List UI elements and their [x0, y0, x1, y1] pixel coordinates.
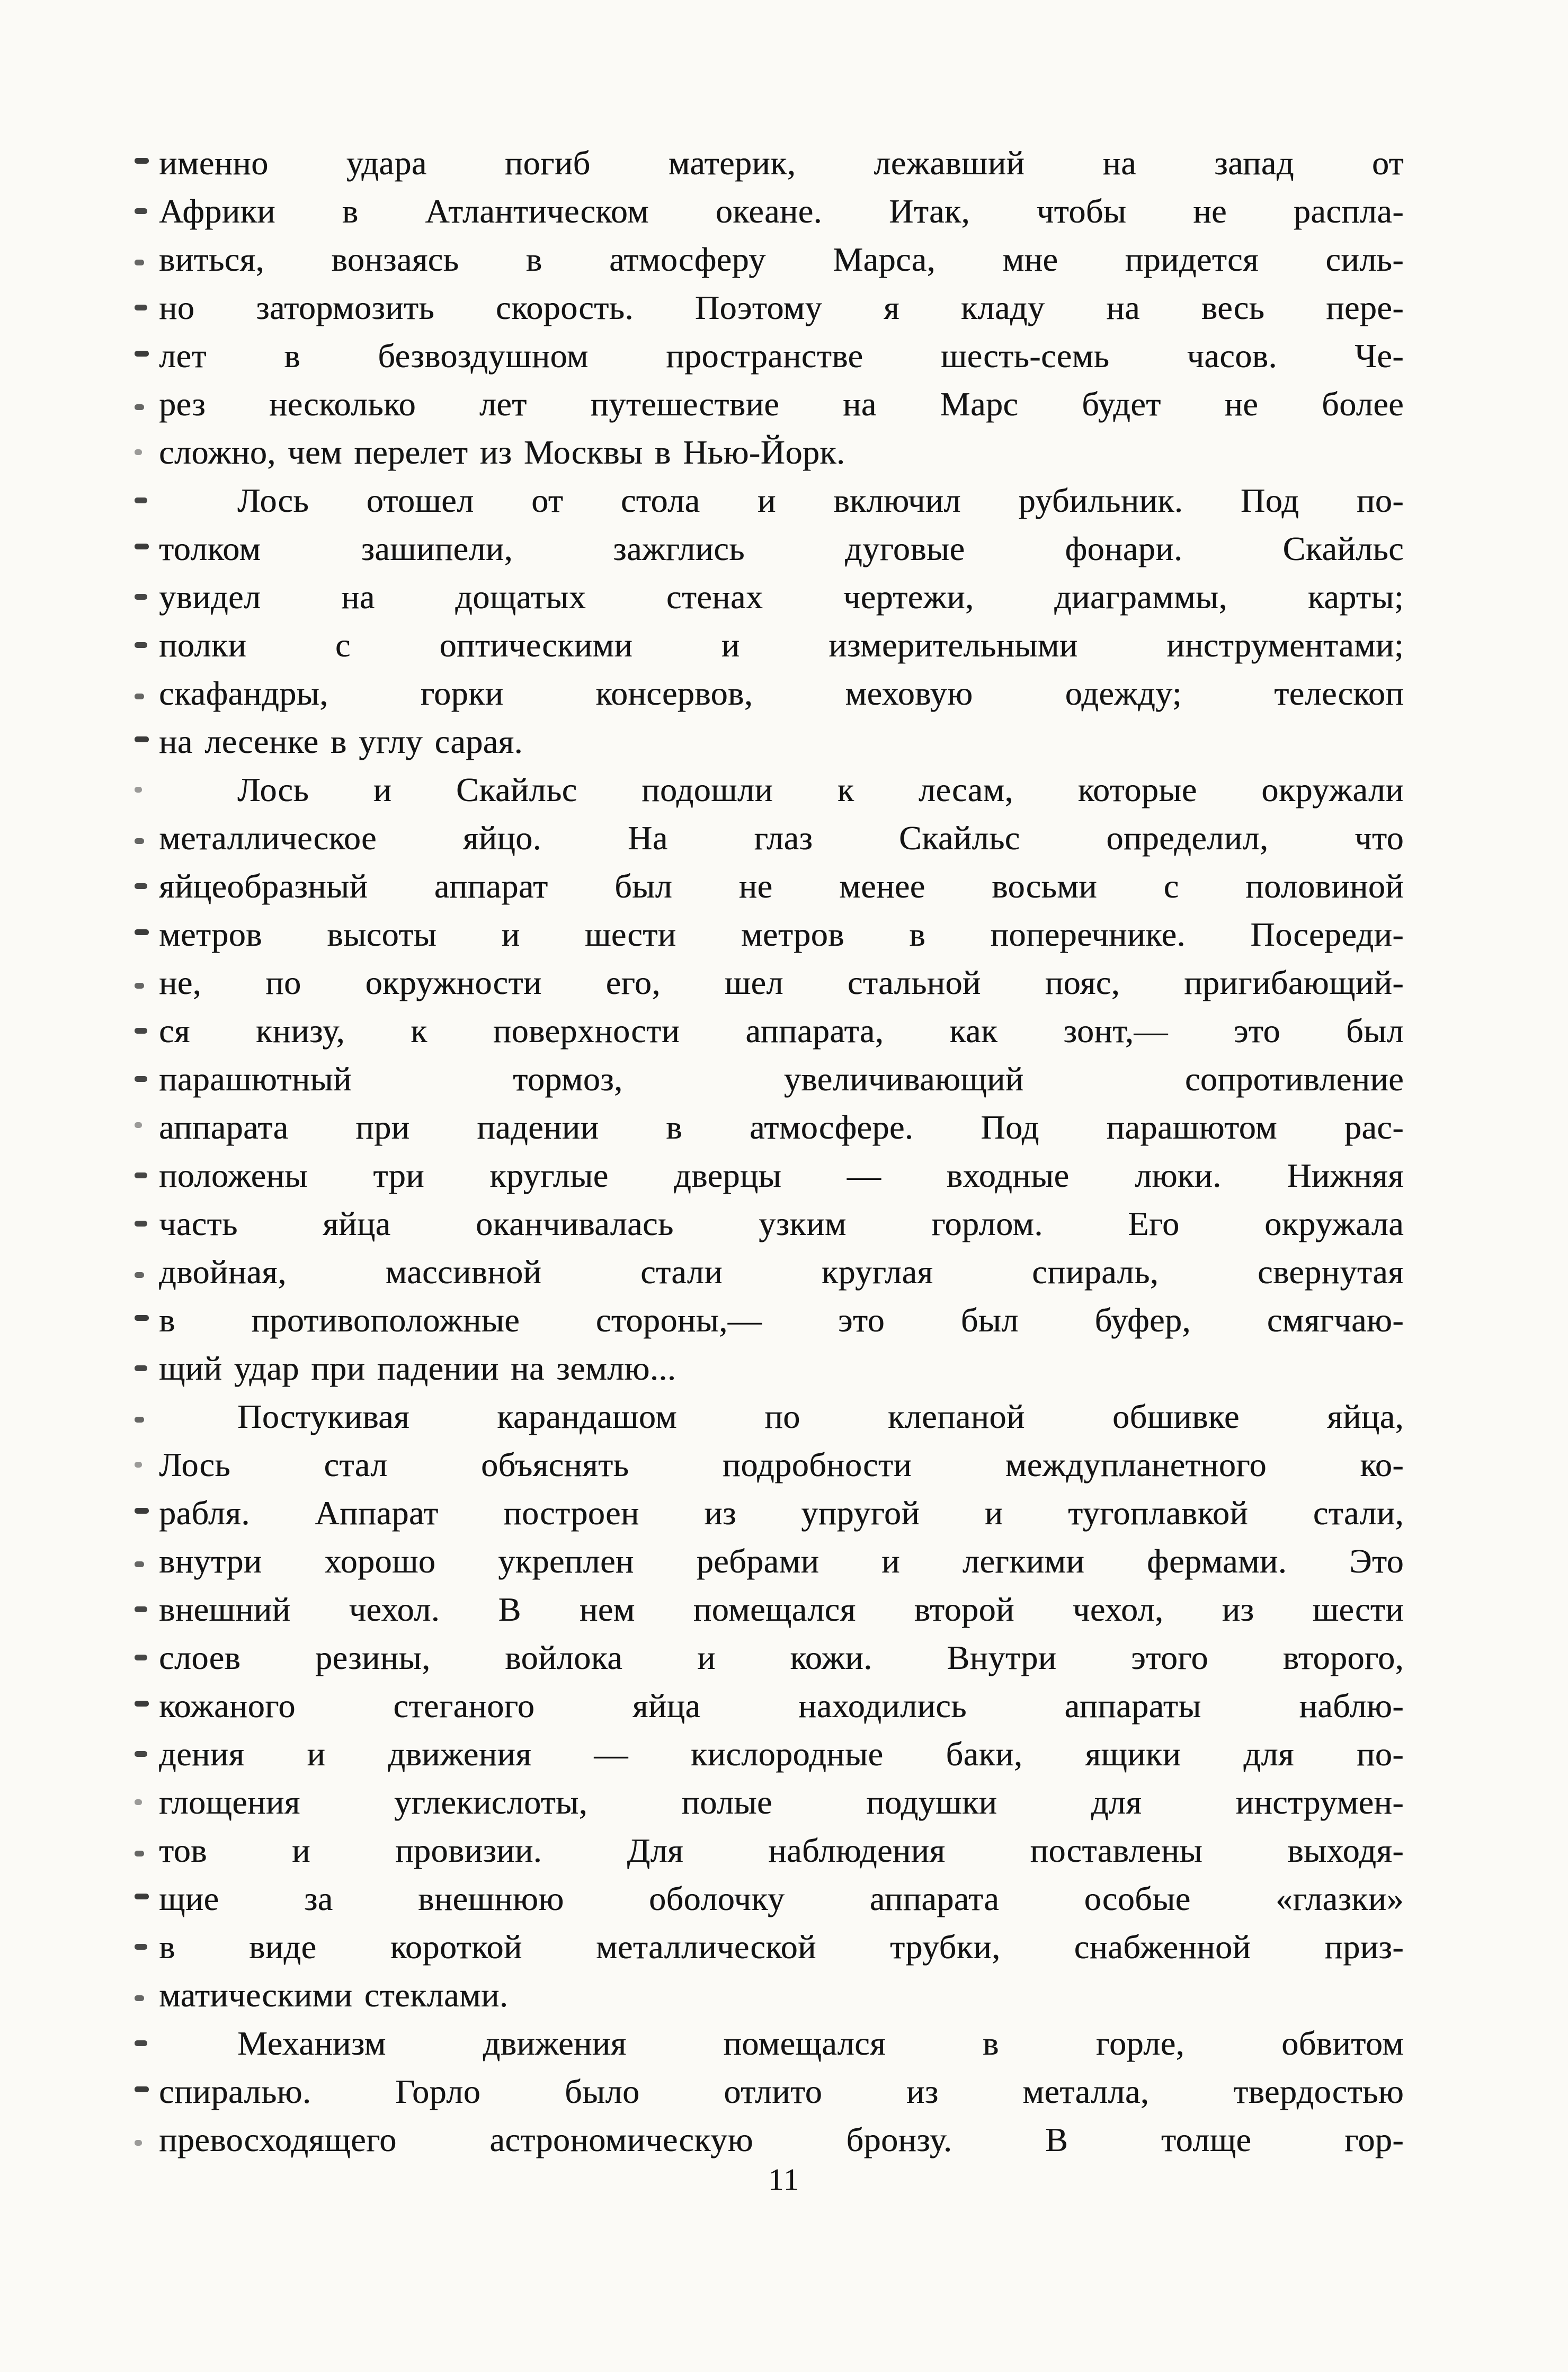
text-line: матическими стеклами.	[159, 1971, 1404, 2019]
text-line: щий удар при падении на землю...	[159, 1344, 1404, 1392]
text-line: яйцеобразный аппарат был не менее восьми с половиной	[159, 862, 1404, 910]
text-line: щие за внешнюю оболочку аппарата особые «глазки»	[159, 1874, 1404, 1923]
text-line: спиралью. Горло было отлито из металла, твердостью	[159, 2067, 1404, 2116]
text-line: ся книзу, к поверхности аппарата, как зонт,— это был	[159, 1007, 1404, 1055]
text-line: увидел на дощатых стенах чертежи, диаграммы, карты;	[159, 573, 1404, 621]
text-line: полки с оптическими и измерительными инструментами;	[159, 621, 1404, 669]
text-line: Лось стал объяснять подробности междупланетного ко-	[159, 1441, 1404, 1489]
text-line: скафандры, горки консервов, меховую одежду; телескоп	[159, 669, 1404, 717]
text-line: слоев резины, войлока и кожи. Внутри этого второго,	[159, 1633, 1404, 1682]
text-line: Постукивая карандашом по клепаной обшивке яйца,	[159, 1392, 1404, 1441]
text-line: именно удара погиб материк, лежавший на запад от	[159, 139, 1404, 187]
text-line: внешний чехол. В нем помещался второй чехол, из шести	[159, 1585, 1404, 1633]
text-line: часть яйца оканчивалась узким горлом. Его окружала	[159, 1200, 1404, 1248]
text-line: аппарата при падении в атмосфере. Под парашютом рас-	[159, 1103, 1404, 1151]
text-line: Лось и Скайльс подошли к лесам, которые окружали	[159, 766, 1404, 814]
text-line: рез несколько лет путешествие на Марс будет не более	[159, 380, 1404, 428]
text-line: виться, вонзаясь в атмосферу Марса, мне придется силь-	[159, 235, 1404, 283]
text-line: Лось отошел от стола и включил рубильник. Под по-	[159, 476, 1404, 525]
text-line: глощения углекислоты, полые подушки для инструмен-	[159, 1778, 1404, 1826]
text-line: превосходящего астрономическую бронзу. В толще гор-	[159, 2116, 1404, 2164]
text-line: в противоположные стороны,— это был буфер, смягчаю-	[159, 1296, 1404, 1344]
text-line: металлическое яйцо. На глаз Скайльс определил, что	[159, 814, 1404, 862]
text-line: не, по окружности его, шел стальной пояс, пригибающий-	[159, 958, 1404, 1007]
text-line: в виде короткой металлической трубки, снабженной приз-	[159, 1923, 1404, 1971]
text-block	[159, 139, 1404, 2164]
text-line: парашютный тормоз, увеличивающий сопротивление	[159, 1055, 1404, 1103]
text-line: метров высоты и шести метров в поперечнике. Посереди-	[159, 910, 1404, 958]
text-line: тов и провизии. Для наблюдения поставлены выходя-	[159, 1826, 1404, 1874]
text-line: сложно, чем перелет из Москвы в Нью-Йорк.	[159, 428, 1404, 476]
text-line: рабля. Аппарат построен из упругой и тугоплавкой стали,	[159, 1489, 1404, 1537]
text-line: но затормозить скорость. Поэтому я кладу на весь пере-	[159, 283, 1404, 332]
text-line: Механизм движения помещался в горле, обвитом	[159, 2019, 1404, 2067]
text-line: двойная, массивной стали круглая спираль, свернутая	[159, 1248, 1404, 1296]
text-line: дения и движения — кислородные баки, ящики для по-	[159, 1730, 1404, 1778]
text-line: лет в безвоздушном пространстве шесть-семь часов. Че-	[159, 332, 1404, 380]
text-line: внутри хорошо укреплен ребрами и легкими фермами. Это	[159, 1537, 1404, 1585]
text-line: кожаного стеганого яйца находились аппараты наблю-	[159, 1682, 1404, 1730]
text-line: толком зашипели, зажглись дуговые фонари. Скайльс	[159, 525, 1404, 573]
text-line: положены три круглые дверцы — входные люки. Нижняя	[159, 1151, 1404, 1200]
text-line: Африки в Атлантическом океане. Итак, чтобы не распла-	[159, 187, 1404, 235]
text-line: на лесенке в углу сарая.	[159, 717, 1404, 766]
page-number: 11	[768, 2162, 800, 2197]
